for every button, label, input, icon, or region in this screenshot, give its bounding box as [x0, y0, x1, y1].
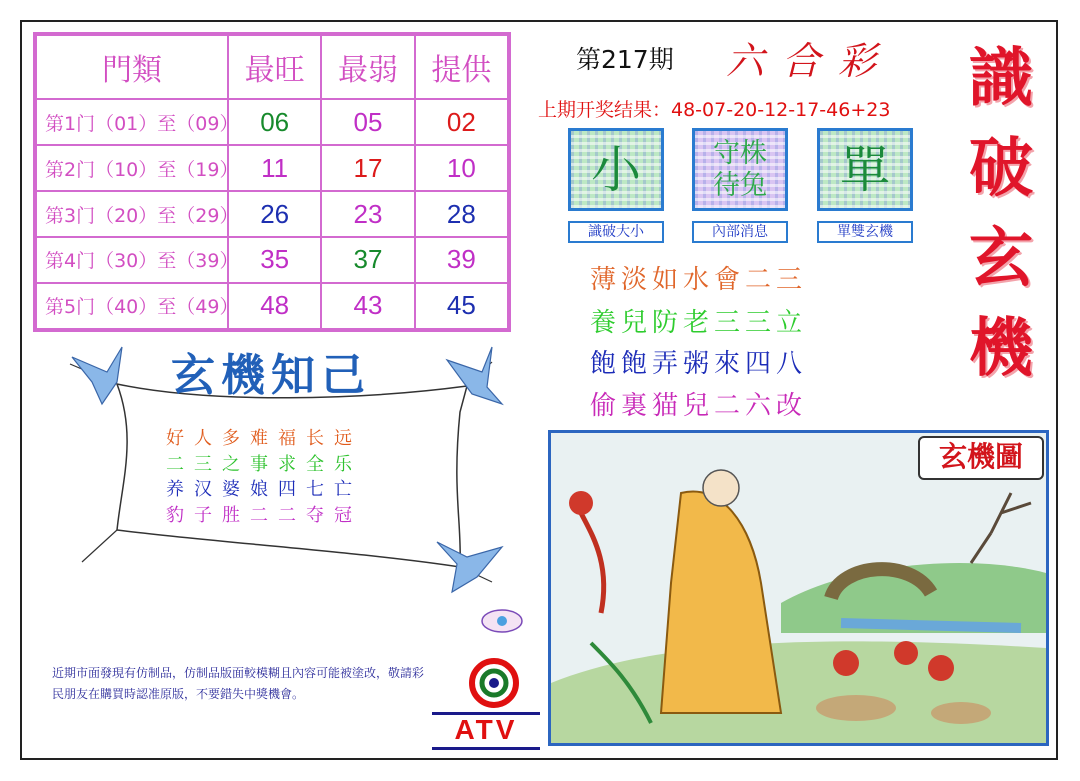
banner-line: 豹子胜二二夺冠	[166, 505, 362, 526]
row-label: 第3门（20）至（29）	[36, 191, 228, 237]
col-header-cold: 最弱	[321, 35, 414, 99]
row-label: 第5门（40）至（49）	[36, 283, 228, 329]
side-title-char: 機	[969, 311, 1033, 386]
side-title-char: 破	[969, 131, 1033, 206]
pick-value: 02	[415, 99, 508, 145]
tile-caption: 識破大小	[568, 221, 664, 243]
cold-value: 43	[321, 283, 414, 329]
banner-line: 养汉婆娘四七亡	[166, 479, 362, 500]
poem-line: 飽飽弄粥來四八	[590, 349, 808, 379]
table-row	[36, 145, 508, 191]
picture-tag: 玄機圖	[918, 436, 1044, 480]
col-header-hot: 最旺	[228, 35, 321, 99]
number-table	[33, 32, 511, 332]
tile-glyph: 小	[591, 140, 641, 199]
table-row	[36, 191, 508, 237]
cold-value: 05	[321, 99, 414, 145]
hot-value: 06	[228, 99, 321, 145]
row-label: 第2门（10）至（19）	[36, 145, 228, 191]
pick-value: 10	[415, 145, 508, 191]
poem-line: 偷裏猫兒二六改	[590, 391, 808, 421]
tile-caption: 單雙玄機	[817, 221, 913, 243]
tile-news	[692, 128, 788, 211]
atv-emblem-icon	[464, 655, 524, 710]
cold-value: 37	[321, 237, 414, 283]
mark-six-logo	[480, 605, 525, 635]
hot-value: 26	[228, 191, 321, 237]
row-label: 第4门（30）至（39）	[36, 237, 228, 283]
banner-title: 玄機知己	[171, 350, 371, 401]
side-title-char: 識	[969, 41, 1033, 116]
table-row	[36, 283, 508, 329]
hot-value: 11	[228, 145, 321, 191]
tile-glyph-line: 待兔	[713, 169, 767, 201]
tile-odd-even	[817, 128, 913, 211]
pick-value: 28	[415, 191, 508, 237]
col-header-pick: 提供	[415, 35, 508, 99]
last-draw-result: 上期开奖结果：48-07-20-12-17-46+23	[538, 99, 891, 121]
tile-caption: 內部消息	[692, 221, 788, 243]
tile-glyph: 單	[840, 140, 890, 199]
tile-glyph-line: 守株	[713, 138, 767, 170]
lottery-name: 六合彩	[726, 39, 895, 83]
table-header-row	[36, 35, 508, 99]
col-header-category: 門類	[36, 35, 228, 99]
cold-value: 17	[321, 145, 414, 191]
hot-value: 48	[228, 283, 321, 329]
hot-value: 35	[228, 237, 321, 283]
issue-number: 第217期	[576, 45, 674, 74]
table-row	[36, 99, 508, 145]
pick-value: 39	[415, 237, 508, 283]
tile-size	[568, 128, 664, 211]
banner-line: 好人多难福长远	[166, 428, 362, 449]
banner-line: 二三之事求全乐	[166, 454, 362, 475]
counterfeit-notice: 近期市面發現有仿制品，仿制品版面較模糊且內容可能被塗改，敬請彩民朋友在購買時認准原版，不要錯失中獎機會。	[52, 666, 425, 701]
cold-value: 23	[321, 191, 414, 237]
side-title	[955, 34, 1047, 394]
table-row	[36, 237, 508, 283]
pick-value: 45	[415, 283, 508, 329]
row-label: 第1门（01）至（09）	[36, 99, 228, 145]
side-title-char: 玄	[969, 221, 1033, 296]
poem-line: 養兒防老三三立	[590, 308, 808, 338]
atv-logo-text: ATV	[432, 712, 540, 750]
poem-line: 薄淡如水會二三	[590, 265, 808, 295]
